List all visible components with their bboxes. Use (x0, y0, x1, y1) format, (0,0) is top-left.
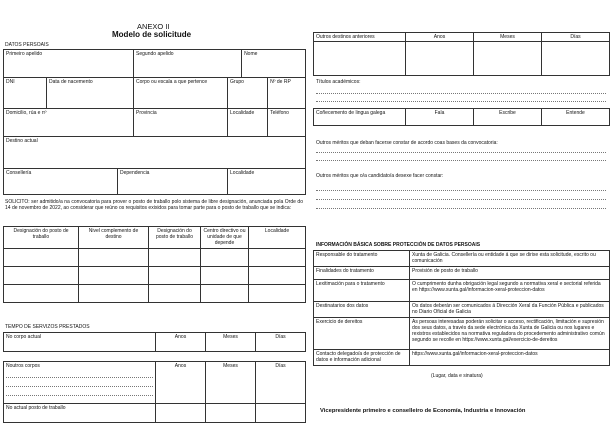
field-primeiro-apelido[interactable]: Primeiro apelido (4, 50, 134, 78)
posto-header-localidade: Localidade (249, 227, 306, 249)
posto-header-designacion2: Designación do posto de traballo (149, 227, 201, 249)
field-provincia[interactable]: Provincia (134, 109, 228, 137)
field-nome[interactable]: Nome (242, 50, 306, 78)
proteccion-table: Responsable do tratamento Xunta de Galicia. Consellería ou entidade á que se dirixe esta solicitude, escrito ou comunicación Finalidades do tratamento Provisión de posto de traballo Lexitimación para o tratamento O cumprimento dunha obrigación legal segundo a normativa xeral e sectorial referida en https://www.xunta.gal/informacion-xeral-proteccion-datos Destinatarios dos datos Os datos deberán ser comunicados á Dirección Xeral da Función Pública e publicados no Diario Oficial de Galicia Exercicio de dereitos As persoas interesadas poderán solicitar o acceso, rectificación, limitación e supresión dos seus datos, a través da sede electrónica da Xunta de Galicia ou nos lugares e rexistros establecidos na normativa reguladora do procedemento administrativo común segundo se recolle en https://www.xunta.gal/exercicio-de-dereitos Contacto delegado/a de protección de datos e información adicional https://www.xunta.gal/informacion-xeral-proteccion-datos (313, 250, 610, 366)
posto-row[interactable] (4, 249, 306, 267)
tempo-corpo-actual-table (3, 332, 306, 352)
posto-header-nivel: Nivel complemento de destino (79, 227, 149, 249)
field-localidade[interactable]: Localidade (228, 109, 268, 137)
field-segundo-apelido[interactable]: Segundo apelido (134, 50, 242, 78)
field-data-nacemento[interactable]: Data de nacemento (47, 78, 134, 109)
outros-destinos-row[interactable] (314, 42, 610, 76)
outros-destinos-label: Outros destinos anteriores (314, 33, 406, 42)
tempo-anos-header: Anos (156, 333, 206, 352)
posto-table (3, 226, 306, 303)
personal-section-title: DATOS PERSOAIS (5, 42, 49, 48)
tempo-actual-posto-label: No actual posto de traballo (4, 404, 156, 423)
personal-data-table (3, 49, 306, 195)
field-corpo-escala[interactable]: Corpo ou escala a que pertence (134, 78, 228, 109)
signature-caption: (Lugar, data e sinatura) (431, 373, 483, 379)
form-title: Modelo de solicitude (112, 30, 192, 39)
field-domicilio[interactable]: Domicilio, rúa e nº (4, 109, 134, 137)
posto-header-centro: Centro directivo ou unidade de que depende (201, 227, 249, 249)
posto-header-designacion: Designación do posto de traballo (4, 227, 79, 249)
field-telefono[interactable]: Teléfono (268, 109, 306, 137)
solicito-text: SOLICITO: ser admitido/a na convocatoria para prover o posto de traballo polo sistema de libre designación, anunciada pola Orde do 14 de novembro de 2022, ao considerar que reúno os requisitos exixidos para tomar parte para o posto de traballo que se indica: (5, 199, 303, 211)
tempo-section-title: TEMPO DE SERVIZOS PRESTADOS (5, 324, 90, 330)
outros-meritos-label: Outros méritos que deban facerse constar de acordo coas bases da convocatoria: (316, 140, 498, 146)
tempo-outros-corpos-table: Noutros corpos Anos Meses Días No actual posto de traballo (3, 361, 306, 423)
field-localidade-destino[interactable]: Localidade (228, 169, 306, 195)
galego-table (313, 108, 610, 126)
vicepresidente-line: Vicepresidente primeiro e conselleiro de Economía, Industria e Innovación (320, 408, 526, 414)
tempo-meses-header: Meses (206, 333, 256, 352)
posto-row[interactable] (4, 267, 306, 285)
field-dni[interactable]: DNI (4, 78, 47, 109)
titulos-label: Títulos académicos: (316, 79, 361, 85)
proteccion-title: INFORMACIÓN BÁSICA SOBRE PROTECCIÓN DE DATOS PERSOAIS (316, 242, 481, 248)
galego-fala[interactable]: Fala (406, 109, 474, 126)
field-nrp[interactable]: Nº de RP (268, 78, 306, 109)
galego-escribe[interactable]: Escribe (474, 109, 542, 126)
field-conselleria[interactable]: Consellería (4, 169, 118, 195)
tempo-dias-header: Días (256, 333, 306, 352)
outros-destinos-table: Outros destinos anteriores Anos Meses Días (313, 32, 610, 76)
tempo-outros-corpos-label: Noutros corpos (4, 362, 156, 404)
galego-label: Coñecemento de lingua galega (314, 109, 406, 126)
field-dependencia[interactable]: Dependencia (118, 169, 228, 195)
anexo-label: ANEXO II (137, 22, 170, 31)
galego-entende[interactable]: Entende (542, 109, 610, 126)
outros-meritos2-label: Outros méritos que o/a candidato/a desexe facer constar: (316, 173, 444, 179)
field-destino-actual[interactable]: Destino actual (4, 137, 306, 169)
tempo-corpo-actual-label: No corpo actual (4, 333, 156, 352)
field-grupo[interactable]: Grupo (228, 78, 268, 109)
posto-row[interactable] (4, 285, 306, 303)
